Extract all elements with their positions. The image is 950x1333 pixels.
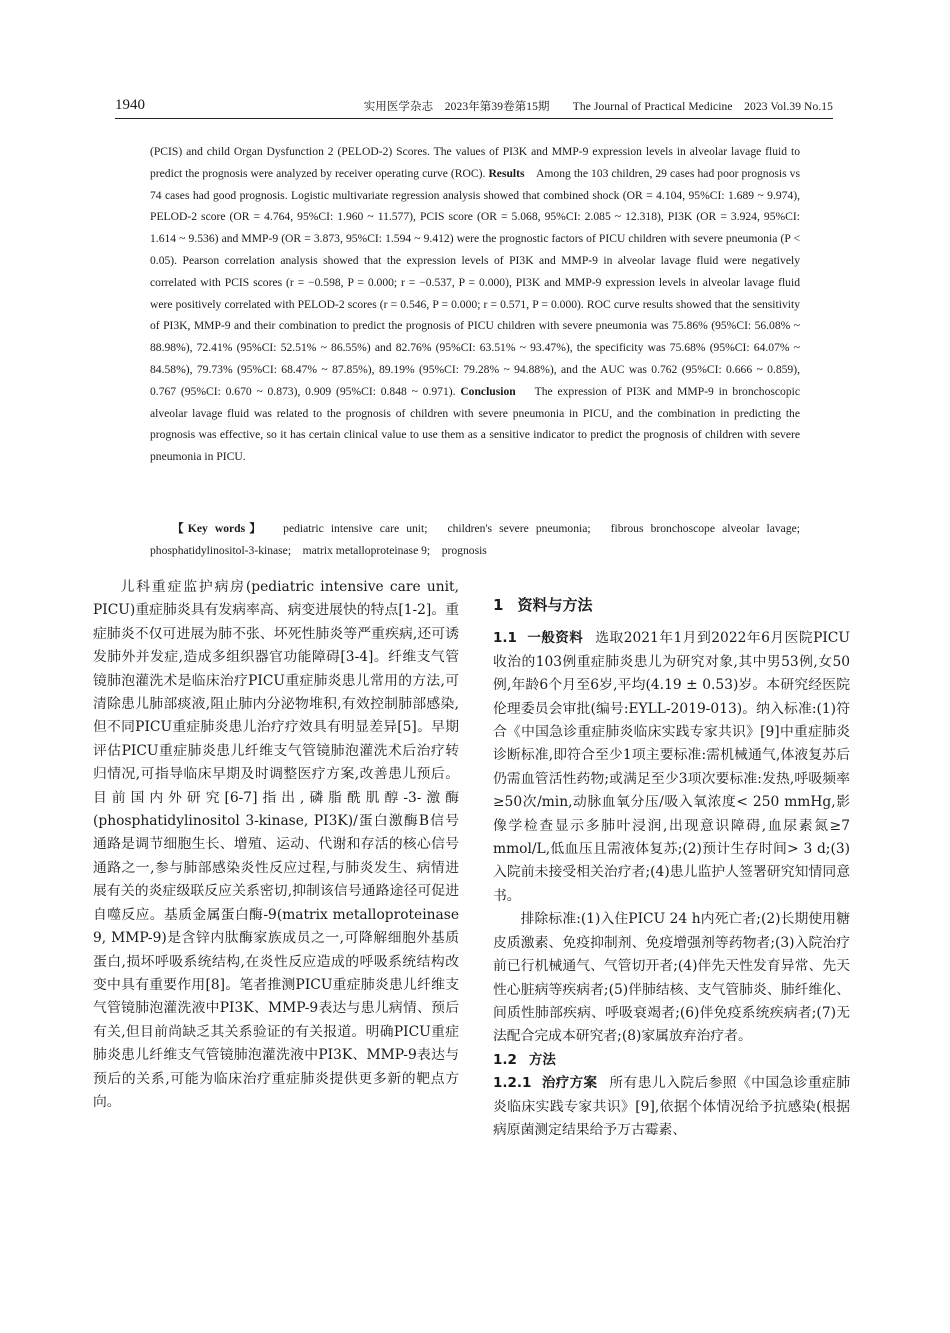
abstract-results-text: Among the 103 children, 29 cases had poor prognosis vs 74 cases had good prognosis. Logistic multivariate regression analysis showed that combined shock (OR = 4.104, 95%CI: 1.689 ~ 9.974), PELOD-2 score (OR = 4.764, 95%CI: 1.960 ~ 11.577), PCIS score (OR = 5.068, 95%CI: 2.085 ~ 12.318), PI3K (OR = 3.924, 95%CI: 1.614 ~ 9.536) and MMP-9 (OR = 3.873, 95%CI: 1.594 ~ 9.412) were the prognostic factors of PICU children with severe pneumonia (P < 0.05). Pearson correlation analysis showed that the expression levels of PI3K and MMP-9 in alveolar lavage fluid were negatively correlated with PCIS scores (r = −0.598, P = 0.000; r = −0.537, P = 0.000), PI3K and MMP-9 expression levels in alveolar lavage fluid were positively correlated with PELOD-2 scores (r = 0.546, P = 0.000; r = 0.571, P = 0.000). ROC curve results showed that the sensitivity of PI3K, MMP-9 and their combination to predict the prognosis of PICU children with severe pneumonia was 75.86% (95%CI: 56.08% ~ 88.98%), 72.41% (95%CI: 52.51% ~ 86.55%) and 82.76% (95%CI: 63.51% ~ 93.47%), the specificity was 75.68% (95%CI: 64.07% ~ 84.58%), 79.73% (95%CI: 68.47% ~ 87.85%), 89.19% (95%CI: 79.28% ~ 94.88%), and the AUC was 0.762 (95%CI: 0.666 ~ 0.859), 0.767 (95%CI: 0.670 ~ 0.873), 0.909 (95%CI: 0.848 ~ 0.971).	[150, 166, 800, 398]
section-1-1-title: 一般资料	[526, 630, 584, 647]
results-label: Results	[488, 166, 525, 180]
conclusion-label: Conclusion	[460, 384, 516, 398]
section-1-1-number: 1.1	[493, 630, 517, 647]
section-1-2-1-title: 治疗方案	[541, 1075, 598, 1092]
keywords-text: pediatric intensive care unit; children's severe pneumonia; fibrous bronchoscope alveolar lavage; phosphatidylinositol-3-kinase; matrix metalloproteinase 9; prognosis	[150, 522, 812, 557]
section-1-1-paragraph	[493, 627, 850, 908]
right-column	[493, 576, 850, 1142]
section-1-title: 资料与方法	[517, 596, 593, 614]
section-1-2-heading	[493, 1049, 850, 1072]
abstract-conclusion-text: The expression of PI3K and MMP-9 in bronchoscopic alveolar lavage fluid was related to the prognosis of children with severe pneumonia in PICU, and the combination in predicting the prognosis was effective, so it has certain clinical value to use them as a sensitive indicator to predict the prognosis of children with severe pneumonia in PICU.	[150, 384, 801, 464]
section-1-2-1-number: 1.2.1	[493, 1075, 532, 1092]
section-1-2-number: 1.2	[493, 1051, 517, 1068]
exclusion-paragraph: 排除标准:(1)入住PICU 24 h内死亡者;(2)长期使用糖皮质激素、免疫抑制剂、免疫增强剂等药物者;(3)入院治疗前已行机械通气、气管切开者;(4)伴先天性发育异常、先天性心脏病等疾病者;(5)伴肺结核、支气管肺炎、肺纤维化、间质性肺部疾病、呼吸衰竭者;(6)伴免疫系统疾病者;(7)无法配合完成本研究者;(8)家属放弃治疗者。	[493, 911, 850, 1045]
keywords-label: 【Key words】	[172, 522, 266, 535]
section-1-number: 1	[493, 596, 504, 614]
section-1-2-1-paragraph	[493, 1072, 850, 1142]
left-column	[93, 576, 459, 1114]
section-1-heading	[493, 594, 850, 617]
english-abstract	[150, 141, 800, 468]
section-1-2-1-text: 所有患儿入院后参照《中国急诊重症肺炎临床实践专家共识》[9],依据个体情况给予抗感染(根据病原菌测定结果给予万古霉素、	[493, 1075, 851, 1138]
section-1-1-text: 选取2021年1月到2022年6月医院PICU收治的103例重症肺炎患儿为研究对象,其中男53例,女50例,年龄6个月至6岁,平均(4.19 ± 0.53)岁。本研究经医院伦理委员会审批(编号:EYLL-2019-013)。纳入标准:(1)符合《中国急诊重症肺炎临床实践专家共识》[9]中重症肺炎诊断标准,即符合至少1项主要标准:需机械通气,体液复苏后仍需血管活性药物;或满足至少3项次要标准:发热,呼吸频率≥50次/min,动脉血氧分压/吸入氧浓度< 250 mmHg,影像学检查显示多肺叶浸润,出现意识障碍,血尿素氮≥7 mmol/L,低血压且需液体复苏;(2)预计生存时间> 3 d;(3)入院前未接受相关治疗者;(4)患儿监护人签署研究知情同意书。	[493, 630, 850, 904]
abstract-methods-text: (PCIS) and child Organ Dysfunction 2 (PELOD-2) Scores. The values of PI3K and MMP-9 expression levels in alveolar lavage fluid to predict the prognosis were analyzed by receiver operating curve (ROC).	[150, 145, 800, 180]
keywords	[150, 518, 812, 562]
introduction-paragraph: 儿科重症监护病房(pediatric intensive care unit, PICU)重症肺炎具有发病率高、病变进展快的特点[1-2]。重症肺炎不仅可进展为肺不张、坏死性肺炎等严重疾病,还可诱发肺外并发症,造成多组织器官功能障碍[3-4]。纤维支气管镜肺泡灌洗术是临床治疗PICU重症肺炎患儿常用的方法,可清除患儿肺部痰液,阻止肺内分泌物堆积,有效控制肺部感染,但不同PICU重症肺炎患儿治疗疗效具有明显差异[5]。早期评估PICU重症肺炎患儿纤维支气管镜肺泡灌洗术后治疗转归情况,可指导临床早期及时调整医疗方案,改善患儿预后。目前国内外研究[6-7]指出,磷脂酰肌醇-3-激酶(phosphatidylinositol 3-kinase, PI3K)/蛋白激酶B信号通路是调节细胞生长、增殖、运动、代谢和存活的核心信号通路之一,参与肺部感染炎性反应过程,与肺炎发生、病情进展有关的炎症级联反应关系密切,抑制该信号通路途径可促进自噬反应。基质金属蛋白酶-9(matrix metalloproteinase 9, MMP-9)是含锌内肽酶家族成员之一,可降解细胞外基质蛋白,损坏呼吸系统结构,在炎性反应造成的呼吸系统结构改变中具有重要作用[8]。笔者推测PICU重症肺炎患儿纤维支气管镜肺泡灌洗液中PI3K、MMP-9表达与患儿病情、预后有关,但目前尚缺乏其关系验证的有关报道。明确PICU重症肺炎患儿纤维支气管镜肺泡灌洗液中PI3K、MMP-9表达与预后的关系,可能为临床治疗重症肺炎提供更多新的靶点方向。	[93, 579, 459, 1110]
section-1-2-title: 方法	[528, 1051, 556, 1068]
page-number: 1940	[115, 97, 145, 113]
journal-info: 实用医学杂志 2023年第39卷第15期 The Journal of Practical Medicine 2023 Vol.39 No.15	[363, 101, 833, 113]
page-header	[115, 96, 833, 119]
